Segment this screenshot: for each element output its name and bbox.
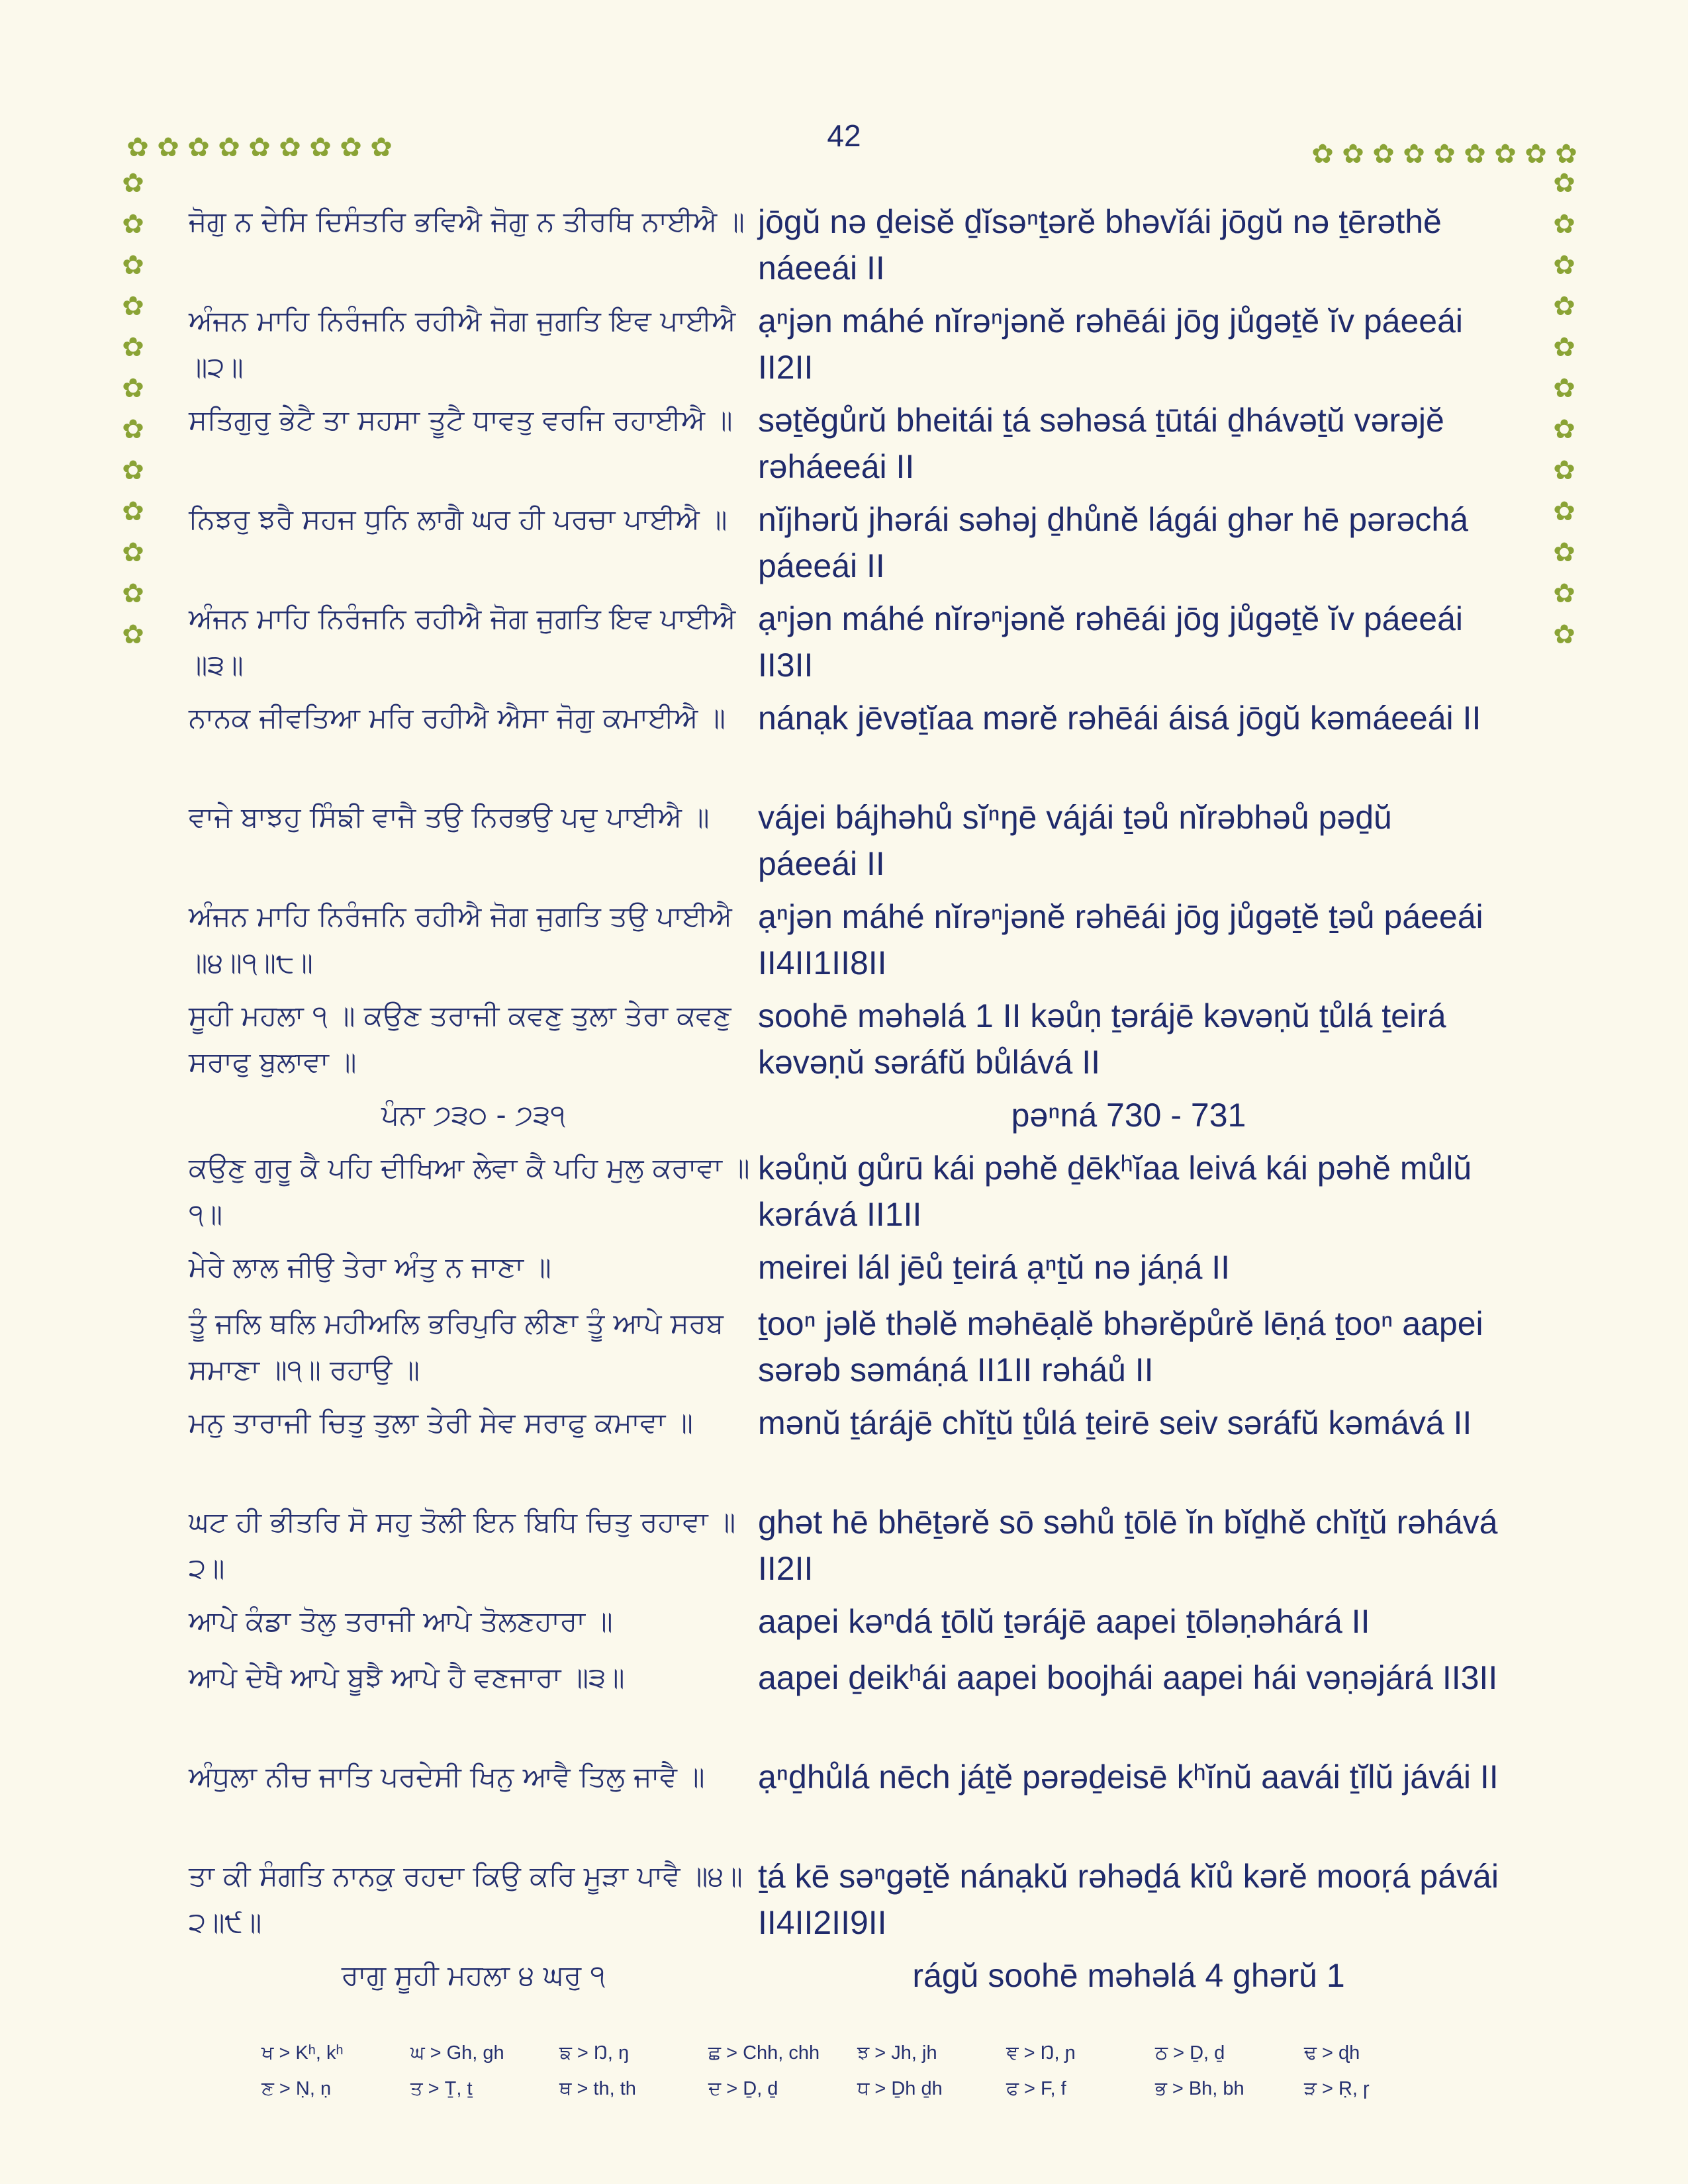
legend-item: ਛ > Chh, chh [708,2042,820,2064]
roman-line: soohē məhəlá 1 II kəůṇ ṯərájē kəvəṇŭ ṯůlá ṯeirá kəvəṇŭ səráfŭ bůlává II [758,997,1446,1081]
verse-row [189,1598,1526,1655]
verse-row [189,1853,1526,1952]
gurmukhi-line: ਮੇਰੇ ਲਾਲ ਜੀਉ ਤੇਰਾ ਅੰਤੁ ਨ ਜਾਣਾ ॥ [189,1251,551,1283]
flower-icon: ✿ [1494,139,1517,169]
border-right [1549,163,1579,655]
flower-icon: ✿ [309,132,332,163]
legend-item: ਭ > Bh, bh [1155,2077,1244,2099]
flower-icon: ✿ [122,455,144,486]
roman-line: ṯá kē səⁿgəṯĕ nánạkŭ rəhəḏá kĭů kərĕ mooṛá pávái II4II2II9II [758,1858,1499,1941]
flower-icon: ✿ [1342,139,1364,169]
verse-row [189,794,1526,893]
gurmukhi-line: ਘਟ ਹੀ ਭੀਤਰਿ ਸੋ ਸਹੁ ਤੋਲੀ ਇਨ ਬਿਧਿ ਚਿਤੁ ਰਹਾਵਾ ॥੨॥ [189,1506,736,1584]
flower-icon: ✿ [1553,332,1575,363]
roman-line: aapei kəⁿdá ṯōlŭ ṯərájē aapei ṯōləṇəhárá II [758,1603,1370,1640]
flower-icon: ✿ [1524,139,1547,169]
verse-row [189,993,1526,1092]
flower-icon: ✿ [1553,250,1575,281]
gurmukhi-line: ਅੰਜਨ ਮਾਹਿ ਨਿਰੰਜਨਿ ਰਹੀਐ ਜੋਗ ਜੁਗਤਿ ਇਵ ਪਾਈਐ ॥੨॥ [189,304,736,383]
roman-line: ṯooⁿ jəlĕ thəlĕ məhēạlĕ bhərĕpůrĕ lēṇá ṯooⁿ aapei sərəb səmáṇá II1II rəháů II [758,1305,1483,1388]
legend-item: ਖ > Kʰ, kʰ [261,2042,344,2064]
roman-line: aapei ḏeikʰái aapei boojhái aapei hái vəṇəjárá II3II [758,1659,1498,1696]
legend-row [261,2035,1453,2071]
gurmukhi-line: ਅੰਜਨ ਮਾਹਿ ਨਿਰੰਜਨਿ ਰਹੀਐ ਜੋਗ ਜੁਗਤਿ ਤਉ ਪਾਈਐ ॥੪॥੧॥੮॥ [189,900,732,979]
roman-line: nánạk jēvəṯĭaa mərĕ rəhēái áisá jōgŭ kəmáeeái II [758,700,1481,737]
gurmukhi-line: ਤੂੰ ਜਲਿ ਥਲਿ ਮਹੀਅਲਿ ਭਰਿਪੁਰਿ ਲੀਣਾ ਤੂੰ ਆਪੇ ਸਰਬ ਸਮਾਣਾ ॥੧॥ ਰਹਾਉ ॥ [189,1307,724,1386]
gurmukhi-line: ਜੋਗੁ ਨ ਦੇਸਿ ਦਿਸੰਤਰਿ ਭਵਿਐ ਜੋਗੁ ਨ ਤੀਰਥਿ ਨਾਈਐ ॥ [189,205,745,238]
roman-line: nĭjhərŭ jhərái səhəj ḏhůnĕ lágái ghər hē pərəchá páeeái II [758,501,1468,584]
legend-item: ਫ > F, f [1006,2077,1066,2099]
border-left [118,163,148,655]
verse-row [189,893,1526,993]
flower-icon: ✿ [1553,414,1575,445]
legend-item: ਥ > th, th [559,2077,636,2099]
roman-page-reference: pəⁿná 730 - 731 [1011,1097,1246,1134]
roman-line: meirei lál jēů ṯeirá ạⁿṯŭ nə jáṇá II [758,1249,1231,1286]
legend-item: ੜ > Ṛ, ɼ [1304,2077,1370,2099]
flower-icon: ✿ [1433,139,1456,169]
legend-item: ਣ > Ṇ, ṇ [261,2077,332,2099]
flower-icon: ✿ [370,132,393,163]
verse-row [189,199,1526,298]
flower-icon: ✿ [122,209,144,240]
verse-row [189,1655,1526,1754]
verse-row [189,1499,1526,1598]
gurmukhi-line: ਤਾ ਕੀ ਸੰਗਤਿ ਨਾਨਕੁ ਰਹਦਾ ਕਿਉ ਕਰਿ ਮੂੜਾ ਪਾਵੈ ॥੪॥੨॥੯॥ [189,1860,743,1938]
flower-icon: ✿ [1553,619,1575,650]
legend-item: ਘ > Gh, gh [410,2042,504,2064]
gurmukhi-page-reference: ਪੰਨਾ ੭੩੦ - ੭੩੧ [381,1099,566,1131]
legend-item: ਙ > Ŋ, ŋ [559,2042,630,2064]
flower-icon: ✿ [279,132,301,163]
verse-list [189,199,1526,2005]
legend-item: ਤ > Ṯ, ṯ [410,2077,473,2099]
flower-icon: ✿ [248,132,271,163]
flower-icon: ✿ [122,496,144,527]
verse-row [189,1300,1526,1400]
flower-icon: ✿ [1553,168,1575,199]
gurmukhi-line: ਸਤਿਗੁਰੁ ਭੇਟੈ ਤਾ ਸਹਸਾ ਤੂਟੈ ਧਾਵਤੁ ਵਰਜਿ ਰਹਾਈਐ ॥ [189,404,733,436]
gurmukhi-line: ਨਿਝਰੁ ਝਰੈ ਸਹਜ ਧੁਨਿ ਲਾਗੈ ਘਰ ਹੀ ਪਰਚਾ ਪਾਈਐ ॥ [189,503,727,535]
legend-item: ਠ > Ḏ, ḏ [1155,2042,1225,2064]
roman-line: ạⁿjən máhé nĭrəⁿjənĕ rəhēái jōg jůgəṯĕ ĭv páeeái II3II [758,600,1463,684]
verse-row [189,596,1526,695]
flower-icon: ✿ [122,414,144,445]
flower-icon: ✿ [122,168,144,199]
flower-icon: ✿ [122,291,144,322]
flower-icon: ✿ [122,578,144,609]
roman-line: jōgŭ nə ḏeisĕ ḏĭsəⁿṯərĕ bhəvĭái jōgŭ nə ṯērəthĕ náeeái II [758,203,1442,287]
roman-line: ạⁿḏhůlá nēch jáṯĕ pərəḏeisē kʰĭnŭ aavái ṯĭlŭ jávái II [758,1758,1499,1796]
roman-line: səṯĕgůrŭ bheitái ṯá səhəsá ṯūtái ḏhávəṯŭ vərəjĕ rəháeeái II [758,402,1444,485]
roman-line: ạⁿjən máhé nĭrəⁿjənĕ rəhēái jōg jůgəṯĕ ṯəů páeeái II4II1II8II [758,898,1483,981]
gurmukhi-line: ਅੰਜਨ ਮਾਹਿ ਨਿਰੰਜਨਿ ਰਹੀਐ ਜੋਗ ਜੁਗਤਿ ਇਵ ਪਾਈਐ ॥੩॥ [189,602,736,681]
flower-icon: ✿ [1555,139,1577,169]
roman-raag-heading: rágŭ soohē məhəlá 4 ghərŭ 1 [912,1957,1345,1994]
flower-icon: ✿ [218,132,240,163]
flower-icon: ✿ [1553,537,1575,568]
flower-icon: ✿ [157,132,179,163]
roman-line: kəůṇŭ gůrū kái pəhĕ ḏēkʰĭaa leivá kái pəhĕ můlŭ kərává II1II [758,1150,1472,1233]
border-top-left [122,132,397,163]
flower-icon: ✿ [122,332,144,363]
verse-row [189,1400,1526,1499]
flower-icon: ✿ [122,373,144,404]
legend-item: ਦ > Ḏ, ḏ [708,2077,778,2099]
flower-icon: ✿ [122,619,144,650]
flower-icon: ✿ [1553,578,1575,609]
roman-line: vájei bájhəhů sĭⁿŋē vájái ṯəů nĭrəbhəů pəḏŭ páeeái II [758,799,1392,882]
flower-icon: ✿ [1553,455,1575,486]
gurmukhi-line: ਅੰਧੁਲਾ ਨੀਚ ਜਾਤਿ ਪਰਦੇਸੀ ਖਿਨੁ ਆਵੈ ਤਿਲੁ ਜਾਵੈ ॥ [189,1760,705,1793]
gurmukhi-raag-heading: ਰਾਗੁ ਸੂਹੀ ਮਹਲਾ ੪ ਘਰੁ ੧ [341,1959,606,1991]
flower-icon: ✿ [1311,139,1334,169]
gurmukhi-line: ਨਾਨਕ ਜੀਵਤਿਆ ਮਰਿ ਰਹੀਐ ਐਸਾ ਜੋਗੁ ਕਮਾਈਐ ॥ [189,702,726,734]
flower-icon: ✿ [1553,496,1575,527]
flower-icon: ✿ [340,132,362,163]
gurmukhi-line: ਕਉਣੁ ਗੁਰੂ ਕੈ ਪਹਿ ਦੀਖਿਆ ਲੇਵਾ ਕੈ ਪਹਿ ਮੁਲੁ ਕਰਾਵਾ ॥੧॥ [189,1152,750,1230]
legend-item: ਢ > ɖh [1304,2042,1360,2064]
flower-icon: ✿ [122,250,144,281]
legend-item: ਝ > Jh, jh [857,2042,937,2064]
flower-icon: ✿ [1553,209,1575,240]
verse-row [189,496,1526,596]
verse-row [189,695,1526,794]
flower-icon: ✿ [187,132,210,163]
gurmukhi-line: ਸੂਹੀ ਮਹਲਾ ੧ ॥ ਕਉਣ ਤਰਾਜੀ ਕਵਣੁ ਤੁਲਾ ਤੇਰਾ ਕਵਣੁ ਸਰਾਫੁ ਬੁਲਾਵਾ ॥ [189,999,731,1078]
page-number: 42 [827,118,861,153]
page-reference-row [189,1092,1526,1145]
verse-row [189,298,1526,397]
roman-line: mənŭ ṯárájē chĭṯŭ ṯůlá ṯeirē seiv səráfŭ kəmává II [758,1404,1472,1441]
roman-line: ghət hē bhēṯərĕ sō səhů ṯōlē ĭn bĭḏhĕ chĭṯŭ rəhává II2II [758,1504,1498,1587]
roman-line: ạⁿjən máhé nĭrəⁿjənĕ rəhēái jōg jůgəṯĕ ĭv páeeái II2II [758,302,1463,386]
flower-icon: ✿ [1403,139,1425,169]
gurmukhi-line: ਮਨੁ ਤਾਰਾਜੀ ਚਿਤੁ ਤੁਲਾ ਤੇਰੀ ਸੇਵ ਸਰਾਫੁ ਕਮਾਵਾ ॥ [189,1406,693,1439]
flower-icon: ✿ [1372,139,1395,169]
gurmukhi-line: ਵਾਜੇ ਬਾਝਹੁ ਸਿੰਙੀ ਵਾਜੈ ਤਉ ਨਿਰਭਉ ਪਦੁ ਪਾਈਐ ॥ [189,801,710,833]
flower-icon: ✿ [1464,139,1486,169]
gurmukhi-line: ਆਪੇ ਕੰਡਾ ਤੋਲੁ ਤਰਾਜੀ ਆਪੇ ਤੋਲਣਹਾਰਾ ॥ [189,1605,613,1637]
flower-icon: ✿ [122,537,144,568]
flower-icon: ✿ [1553,373,1575,404]
legend-item: ਧ > Ḏh ḏh [857,2077,943,2099]
raag-heading-row [189,1952,1526,2005]
verse-row [189,1244,1526,1300]
flower-icon: ✿ [1553,291,1575,322]
verse-row [189,397,1526,496]
verse-row [189,1754,1526,1853]
gurmukhi-line: ਆਪੇ ਦੇਖੈ ਆਪੇ ਬੂਝੈ ਆਪੇ ਹੈ ਵਣਜਾਰਾ ॥੩॥ [189,1661,625,1694]
border-top-right [1307,139,1581,169]
transliteration-legend [261,2035,1453,2107]
legend-row [261,2071,1453,2107]
flower-icon: ✿ [126,132,149,163]
verse-row [189,1145,1526,1244]
legend-item: ਞ > Ŋ, ɲ [1006,2042,1076,2064]
